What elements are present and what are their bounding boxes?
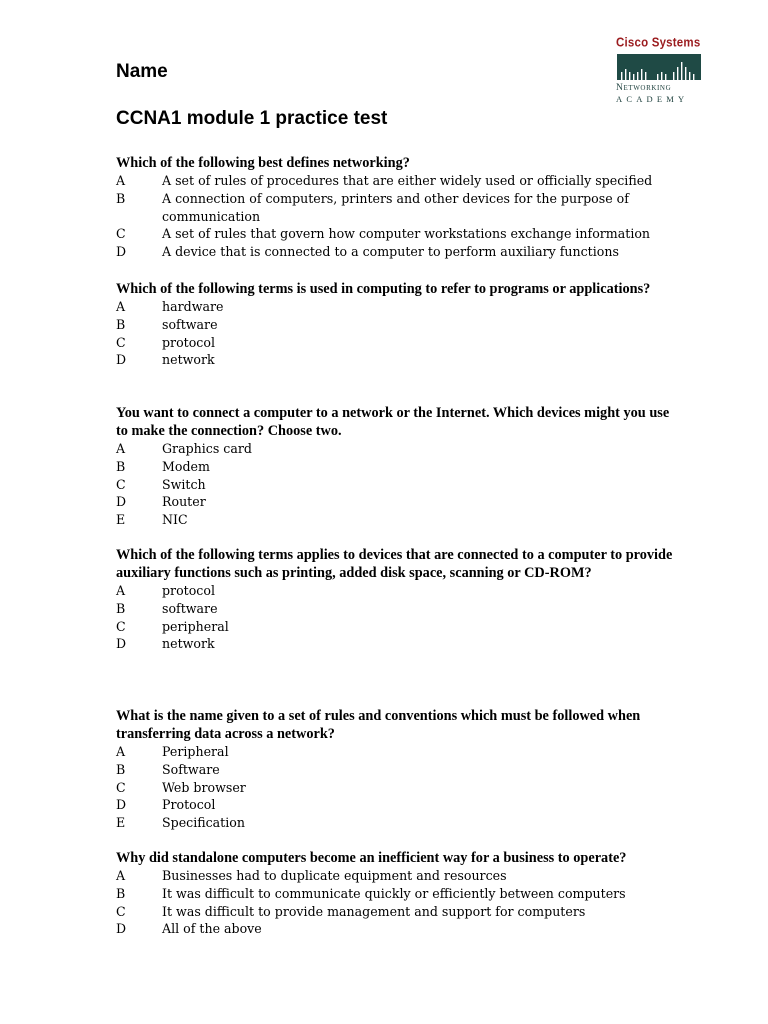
question-3 (116, 404, 676, 529)
option-text: A set of rules of procedures that are either widely used or officially specified (162, 173, 653, 188)
option-text: A device that is connected to a computer to perform auxiliary functions (162, 244, 619, 260)
option-text: Specification (162, 815, 245, 831)
answer-option (116, 511, 676, 529)
answer-option (116, 761, 676, 779)
option-letter: D (116, 636, 127, 652)
option-letter: D (116, 352, 127, 368)
option-letter: A (116, 173, 126, 188)
option-text: protocol (162, 583, 215, 598)
option-letter: B (116, 600, 126, 616)
question-text: What is the name given to a set of rules and conventions which must be followed when transferring data across a network? (116, 708, 641, 742)
answer-option (116, 334, 676, 352)
option-text: peripheral (162, 618, 229, 634)
option-letter: B (116, 885, 126, 901)
option-text: protocol (162, 334, 215, 350)
question-text: Which of the following best defines networking? (116, 155, 410, 171)
option-letter: A (116, 868, 126, 883)
option-text: Peripheral (162, 744, 229, 759)
option-letter: B (116, 316, 126, 332)
answer-option (116, 225, 676, 243)
option-letter: E (116, 815, 126, 831)
option-text: Protocol (162, 797, 216, 813)
answer-option (116, 190, 676, 226)
question-text: You want to connect a computer to a network or the Internet. Which devices might you use to make the connection? Choose two. (116, 405, 670, 439)
question-5 (116, 707, 676, 832)
answer-option (116, 779, 676, 797)
logo-networking-text: Networking (616, 83, 672, 93)
option-letter: C (116, 903, 126, 919)
option-letter: B (116, 458, 126, 474)
answer-option (116, 316, 676, 334)
option-letter: C (116, 476, 126, 492)
option-text: Software (162, 761, 220, 777)
cisco-bridge-icon (617, 54, 701, 80)
option-letter: C (116, 226, 126, 242)
answer-option (116, 476, 676, 494)
question-text: Which of the following terms applies to devices that are connected to a computer to provide auxiliary functions such as printing, added disk space, scanning or CD-ROM? (116, 547, 673, 581)
answer-option (116, 440, 676, 458)
answer-option (116, 635, 676, 653)
option-letter: D (116, 921, 127, 937)
option-letter: C (116, 779, 126, 795)
option-text: It was difficult to provide management and support for computers (162, 903, 586, 919)
option-letter: A (116, 299, 126, 314)
option-text: Web browser (162, 779, 246, 795)
option-text: Modem (162, 458, 210, 474)
option-text: hardware (162, 299, 224, 314)
answer-option (116, 867, 676, 885)
option-text: network (162, 636, 215, 652)
option-letter: C (116, 334, 126, 350)
question-text: Why did standalone computers become an inefficient way for a business to operate? (116, 850, 627, 866)
question-4 (116, 546, 676, 653)
answer-option (116, 298, 676, 316)
cisco-networking-academy-logo (614, 36, 704, 106)
option-letter: B (116, 190, 126, 206)
answer-option (116, 903, 676, 921)
answer-option (116, 351, 676, 369)
answer-option (116, 796, 676, 814)
option-letter: A (116, 744, 126, 759)
question-6 (116, 849, 676, 938)
option-text: Switch (162, 476, 206, 492)
question-2 (116, 280, 676, 369)
option-text: NIC (162, 512, 188, 528)
option-text: A connection of computers, printers and other devices for the purpose of communication (162, 190, 629, 224)
page-title: CCNA1 module 1 practice test (116, 108, 388, 129)
option-letter: D (116, 797, 127, 813)
answer-option (116, 458, 676, 476)
logo-brand-text: Cisco Systems (616, 36, 701, 50)
answer-option (116, 243, 676, 261)
option-letter: B (116, 761, 126, 777)
option-letter: C (116, 618, 126, 634)
question-text: Which of the following terms is used in computing to refer to programs or applications? (116, 281, 651, 297)
option-text: Graphics card (162, 441, 252, 456)
option-letter: D (116, 494, 127, 510)
answer-option (116, 600, 676, 618)
answer-option (116, 743, 676, 761)
option-letter: A (116, 441, 126, 456)
option-letter: A (116, 583, 126, 598)
option-text: Router (162, 494, 206, 510)
option-text: All of the above (162, 921, 262, 937)
logo-academy-text: ACADEMY (616, 94, 689, 104)
answer-option (116, 920, 676, 938)
option-text: A set of rules that govern how computer workstations exchange information (162, 226, 651, 242)
option-text: Businesses had to duplicate equipment and resources (162, 868, 507, 883)
name-label: Name (116, 61, 168, 82)
option-text: software (162, 600, 218, 616)
answer-option (116, 493, 676, 511)
option-text: software (162, 316, 218, 332)
answer-option (116, 814, 676, 832)
option-text: network (162, 352, 215, 368)
answer-option (116, 885, 676, 903)
question-1 (116, 154, 676, 261)
option-letter: D (116, 244, 127, 260)
option-letter: E (116, 512, 126, 528)
answer-option (116, 582, 676, 600)
option-text: It was difficult to communicate quickly or efficiently between computers (162, 885, 626, 901)
answer-option (116, 172, 676, 190)
answer-option (116, 618, 676, 636)
